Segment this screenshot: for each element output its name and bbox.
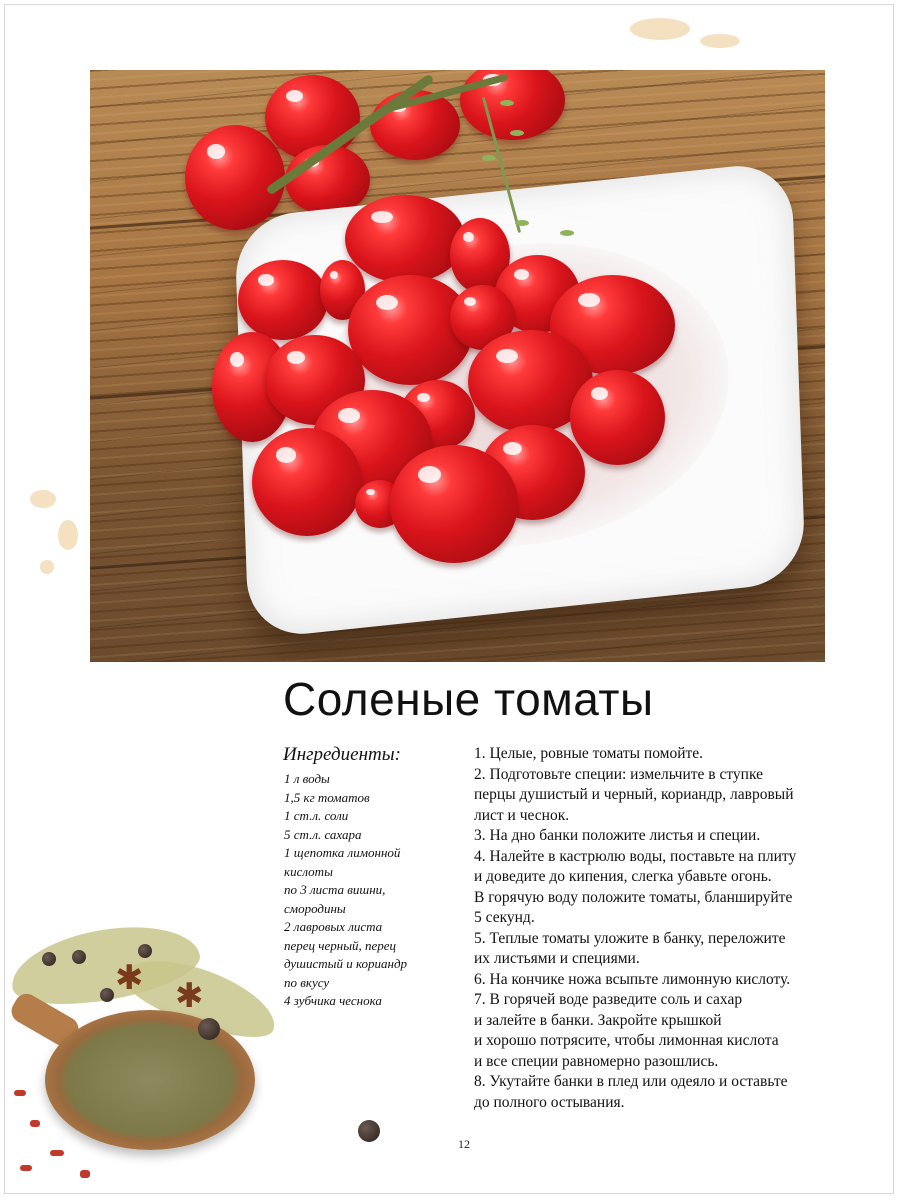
spice-splatter [700,34,740,48]
pickled-tomato [390,445,518,563]
pickled-tomato [238,260,328,340]
ingredient-line: кислоты [284,863,333,879]
peppercorn [42,952,56,966]
step-line: их листьями и специями. [474,950,640,967]
pickled-tomato [345,195,465,283]
wooden-spoon [45,1010,255,1150]
spice-splatter [40,560,54,574]
ingredient-line: 5 ст.л. сахара [284,826,362,842]
peppercorn [198,1018,220,1040]
vine-tomato [185,125,285,230]
step-line: 4. Налейте в кастрюлю воды, поставьте на плиту [474,847,797,865]
step-line: и залейте в банки. Закройте крышкой [474,1011,722,1029]
star-anise-icon: ✱ [175,978,204,1015]
spice-splatter [58,520,78,550]
pickled-tomato [252,428,362,536]
step-line: 8. Укутайте банки в плед или одеяло и оставьте [474,1073,788,1090]
chili-flake [50,1150,64,1156]
ingredients-heading: Ингредиенты: [283,744,401,765]
ingredient-line: смородины [284,900,346,916]
step-line: 7. В горячей воде разведите соль и сахар [474,991,743,1008]
step-line: и хорошо потрясите, чтобы лимонная кислота [474,1032,779,1049]
recipe-title: Соленые томаты [283,673,654,725]
page-number: 12 [458,1137,470,1151]
step-line: до полного остывания. [474,1093,625,1111]
step-line: В горячую воду положите томаты, бланшируйте [474,888,793,906]
step-line: лист и чеснок. [474,806,570,824]
ingredient-line: 1 л воды [284,771,330,786]
step-line: 2. Подготовьте специи: измельчите в ступке [474,765,764,783]
tomatoes-photo [90,70,825,662]
ingredients-list [284,770,434,1011]
pickled-tomato [570,370,665,465]
ingredient-line: душистый и кориандр [284,956,408,971]
ingredient-line: 1,5 кг томатов [284,789,370,805]
peppercorn [100,988,114,1002]
thyme-leaf [560,230,574,236]
chili-flake [80,1170,90,1178]
chili-flake [20,1165,32,1171]
thyme-leaf [500,100,514,106]
recipe-steps [474,744,844,1113]
chili-flake [14,1090,26,1096]
chili-flake [30,1120,40,1127]
thyme-leaf [515,220,529,226]
step-line: и доведите до кипения, слегка убавьте огонь. [474,868,772,885]
step-line: 1. Целые, ровные томаты помойте. [474,745,704,762]
step-line: 3. На дно банки положите листья и специи. [474,827,761,844]
thyme-leaf [482,155,496,161]
ingredient-line: 1 щепотка лимонной [284,845,401,860]
step-line: 6. На кончике ножа всыпьте лимонную кислоту. [474,970,791,988]
step-line: 5. Теплые томаты уложите в банку, переложите [474,929,786,947]
spices-illustration [0,910,290,1200]
spice-splatter [630,18,690,40]
ingredient-line: 2 лавровых листа [284,919,383,934]
ingredient-line: 1 ст.л. соли [284,808,349,823]
star-anise-icon: ✱ [115,960,144,997]
peppercorn [138,944,152,958]
ingredient-line: 4 зубчика чеснока [284,993,382,1008]
step-line: и все специи равномерно разошлись. [474,1052,719,1070]
ingredient-line: по вкусу [284,974,330,990]
ingredient-line: перец черный, перец [284,937,397,953]
peppercorn [358,1120,380,1142]
step-line: перцы душистый и черный, кориандр, лавровый [474,786,794,803]
step-line: 5 секунд. [474,909,535,926]
ingredient-line: по 3 листа вишни, [284,882,386,897]
thyme-leaf [510,130,524,136]
spice-splatter [30,490,56,508]
peppercorn [72,950,86,964]
